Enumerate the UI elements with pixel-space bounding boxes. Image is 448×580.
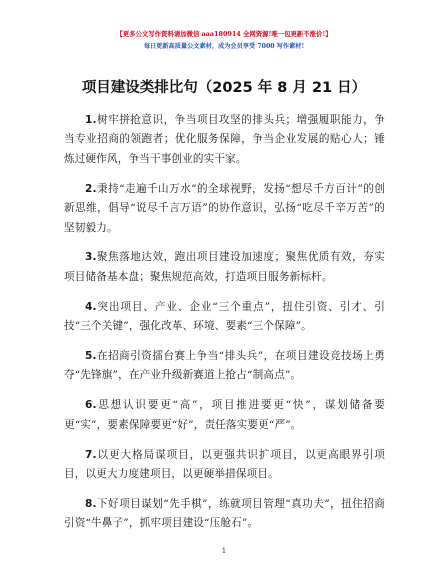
paragraph xyxy=(64,495,385,534)
paragraph xyxy=(64,248,385,287)
paragraph-text: 在招商引资擂台赛上争当“排头兵”，在项目建设竞技场上勇夺“先锋旗”，在产业升级新赛道上抢占“制高点”。 xyxy=(64,350,385,382)
paragraph xyxy=(64,111,385,169)
paragraph-text: 以更大格局谋项目，以更强共识扩项目，以更高眼界引项目，以更大力度建项目，以更硬举措保项目。 xyxy=(64,448,385,481)
paragraph-text: 下好项目谋划“先手棋”，练就项目管理“真功夫”，扭住招商引资“牛鼻子”，抓牢项目建设“压舱石”。 xyxy=(64,498,385,530)
paragraph-text: 秉持“走遍千山万水”的全球视野，发扬“想尽千方百计”的创新思维，倡导“说尽千言万语”的协作意识，弘扬“吃尽千辛万苦”的坚韧毅力。 xyxy=(64,182,385,234)
paragraph-number: 1. xyxy=(85,114,97,126)
promo-banner-line1: 【更多公文写作资料请加微信 aaa180914 全网资源!唯一包更新不涨价!】 xyxy=(116,30,332,38)
paragraph xyxy=(64,180,385,238)
paragraph-number: 8. xyxy=(85,498,97,510)
document-title: 项目建设类排比句（2025 年 8 月 21 日） xyxy=(81,80,367,96)
paragraph-number: 5. xyxy=(85,350,97,363)
paragraph xyxy=(64,446,385,485)
paragraph-text: 聚焦落地达效，跑出项目建设加速度；聚焦优质有效，夯实项目储备基本盘；聚焦规范高效，打造项目服务新标杆。 xyxy=(64,251,385,283)
paragraph xyxy=(64,396,385,435)
page-number: 1 xyxy=(221,547,227,555)
paragraph-number: 6. xyxy=(85,399,97,412)
paragraph xyxy=(64,347,385,386)
promo-banner xyxy=(0,30,448,51)
paragraph-number: 3. xyxy=(85,251,97,264)
paragraph-number: 7. xyxy=(85,448,97,461)
paragraph-text: 突出项目、产业、企业“三个重点”，扭住引资、引才、引技“三个关键”，强化改革、环境、要素“三个保障”。 xyxy=(64,300,385,333)
document-body xyxy=(64,111,385,544)
paragraph-number: 4. xyxy=(85,300,97,313)
paragraph-text: 树牢拼抢意识，争当项目攻坚的排头兵；增强履职能力，争当专业招商的领跑者；优化服务保障，争当企业发展的贴心人；锤炼过硬作风，争当干事创业的实干家。 xyxy=(64,114,385,165)
paragraph-text: 思想认识要更“高”，项目推进要更“快”，谋划储备要更“实”，要素保障要更“好”，责任落实要更“严”。 xyxy=(64,399,385,431)
paragraph xyxy=(64,298,385,337)
promo-banner-line2: 每日更新高质量公文素材，成为会员享受 7000 写作素材! xyxy=(143,43,305,50)
paragraph-number: 2. xyxy=(85,182,97,195)
